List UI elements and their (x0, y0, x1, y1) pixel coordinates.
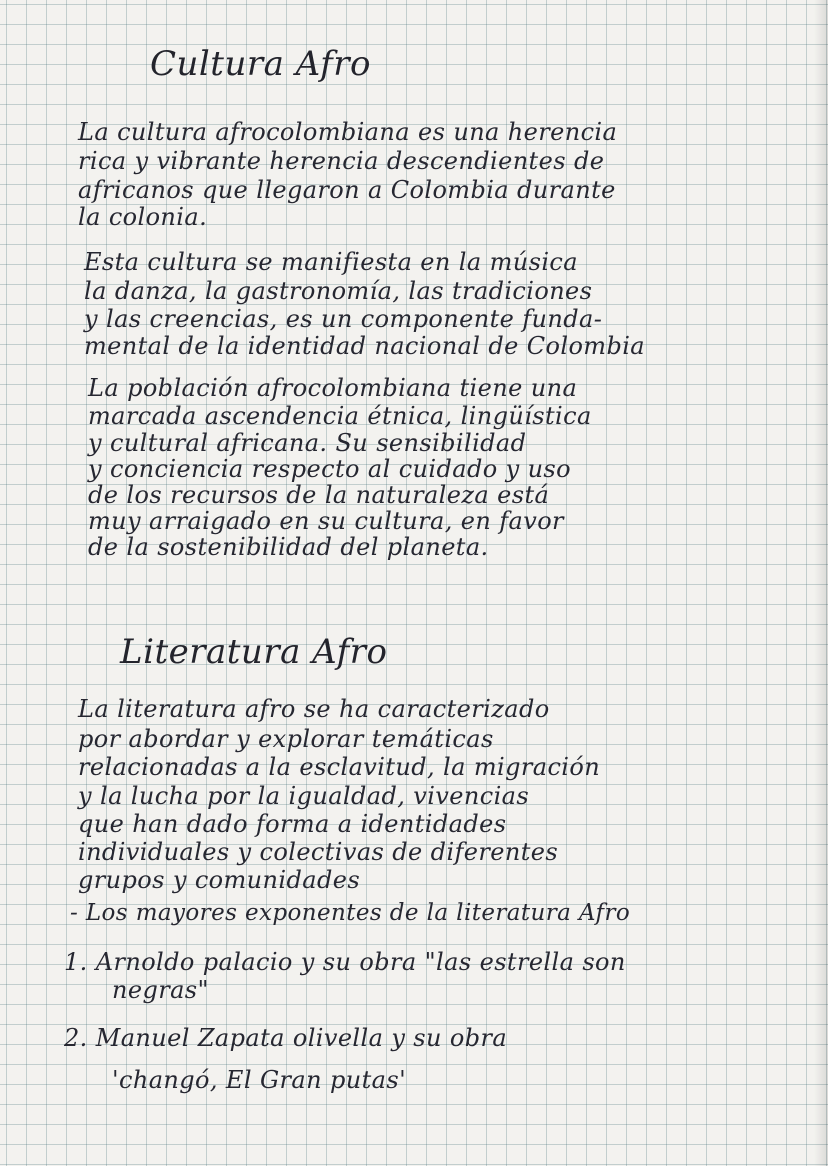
paragraph-line: y cultural africana. Su sensibilidad (88, 429, 527, 457)
list-item-1-line-2: negras" (112, 976, 209, 1004)
list-item-1-line-1: 1. Arnoldo palacio y su obra "las estrella son (64, 948, 626, 976)
paragraph-line: La población afrocolombiana tiene una (88, 374, 578, 402)
paragraph-line: por abordar y explorar temáticas (78, 725, 494, 753)
paragraph-line: muy arraigado en su cultura, en favor (88, 507, 564, 535)
paragraph-line: marcada ascendencia étnica, lingüística (88, 402, 592, 430)
paragraph-line: la danza, la gastronomía, las tradiciones (84, 277, 593, 305)
paragraph-line: rica y vibrante herencia descendientes de (78, 147, 605, 175)
paragraph-line: La literatura afro se ha caracterizado (78, 695, 550, 723)
paragraph-line: mental de la identidad nacional de Colombia (84, 332, 646, 360)
paragraph-line: Esta cultura se manifiesta en la música (84, 248, 578, 276)
paragraph-line: y conciencia respecto al cuidado y uso (88, 455, 572, 483)
paragraph-line: individuales y colectivas de diferentes (78, 838, 559, 866)
cultura-afro-title: Cultura Afro (150, 44, 371, 84)
literatura-afro-title: Literatura Afro (120, 632, 388, 672)
paragraph-line: y la lucha por la igualdad, vivencias (78, 782, 530, 810)
exponents-heading: - Los mayores exponentes de la literatura Afro (70, 900, 631, 926)
paragraph-line: grupos y comunidades (78, 866, 361, 894)
paragraph-line: de los recursos de la naturaleza está (88, 481, 550, 509)
paragraph-line: relacionadas a la esclavitud, la migración (78, 753, 601, 781)
page-edge-shadow (814, 0, 828, 1166)
paragraph-line: La cultura afrocolombiana es una herencia (78, 118, 618, 146)
list-item-2-line-2: 'changó, El Gran putas' (112, 1066, 407, 1094)
paragraph-line: africanos que llegaron a Colombia durante (78, 176, 616, 204)
paragraph-line: que han dado forma a identidades (78, 810, 507, 838)
paragraph-line: de la sostenibilidad del planeta. (88, 533, 489, 561)
paragraph-line: la colonia. (78, 203, 208, 231)
paragraph-line: y las creencias, es un componente funda- (84, 305, 603, 333)
list-item-2-line-1: 2. Manuel Zapata olivella y su obra (64, 1024, 508, 1052)
